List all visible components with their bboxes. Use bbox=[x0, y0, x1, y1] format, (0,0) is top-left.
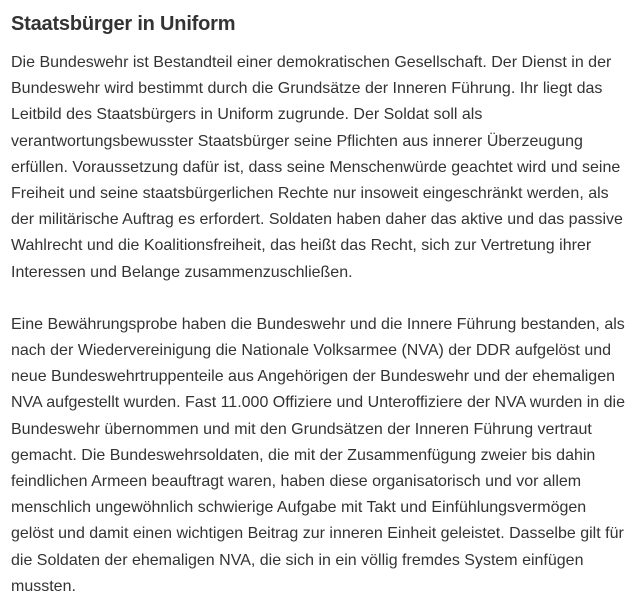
article-paragraph-1: Die Bundeswehr ist Bestandteil einer demokratischen Gesellschaft. Der Dienst in der Bundeswehr wird bestimmt durch die Grundsätze der Inneren Führung. Ihr liegt das Leitbild des Staatsbürgers in Uniform zugrunde. Der Soldat soll als verantwortungsbewusster Staatsbürger seine Pflichten aus innerer Überzeugung erfüllen. Voraussetzung dafür ist, dass seine Menschenwürde geachtet wird und seine Freiheit und seine staatsbürgerlichen Rechte nur insoweit eingeschränkt werden, als der militärische Auftrag es erfordert. Soldaten haben daher das aktive und das passive Wahlrecht und die Koalitionsfreiheit, das heißt das Recht, sich zur Vertretung ihrer Interessen und Belange zusammenzuschließen. bbox=[11, 54, 623, 281]
article bbox=[11, 10, 631, 600]
article-heading: Staatsbürger in Uniform bbox=[11, 13, 236, 35]
article-paragraph-2: Eine Bewährungsprobe haben die Bundeswehr und die Innere Führung bestanden, als nach der Wiedervereinigung die Nationale Volksarmee (NVA) der DDR aufgelöst und neue Bundeswehrtruppenteile aus Angehörigen der Bundeswehr und der ehemaligen NVA aufgestellt wurden. Fast 11.000 Offiziere und Unteroffiziere der NVA wurden in die Bundeswehr übernommen und mit den Grundsätzen der Inneren Führung vertraut gemacht. Die Bundeswehrsoldaten, die mit der Zusammenfügung zweier bis dahin feindlichen Armeen beauftragt waren, haben diese organisatorisch und vor allem menschlich ungewöhnlich schwierige Aufgabe mit Takt und Einfühlungsvermögen gelöst und damit einen wichtigen Beitrag zur inneren Einheit geleistet. Dasselbe gilt für die Soldaten der ehemaligen NVA, die sich in ein völlig fremdes System einfügen mussten. bbox=[11, 315, 625, 595]
